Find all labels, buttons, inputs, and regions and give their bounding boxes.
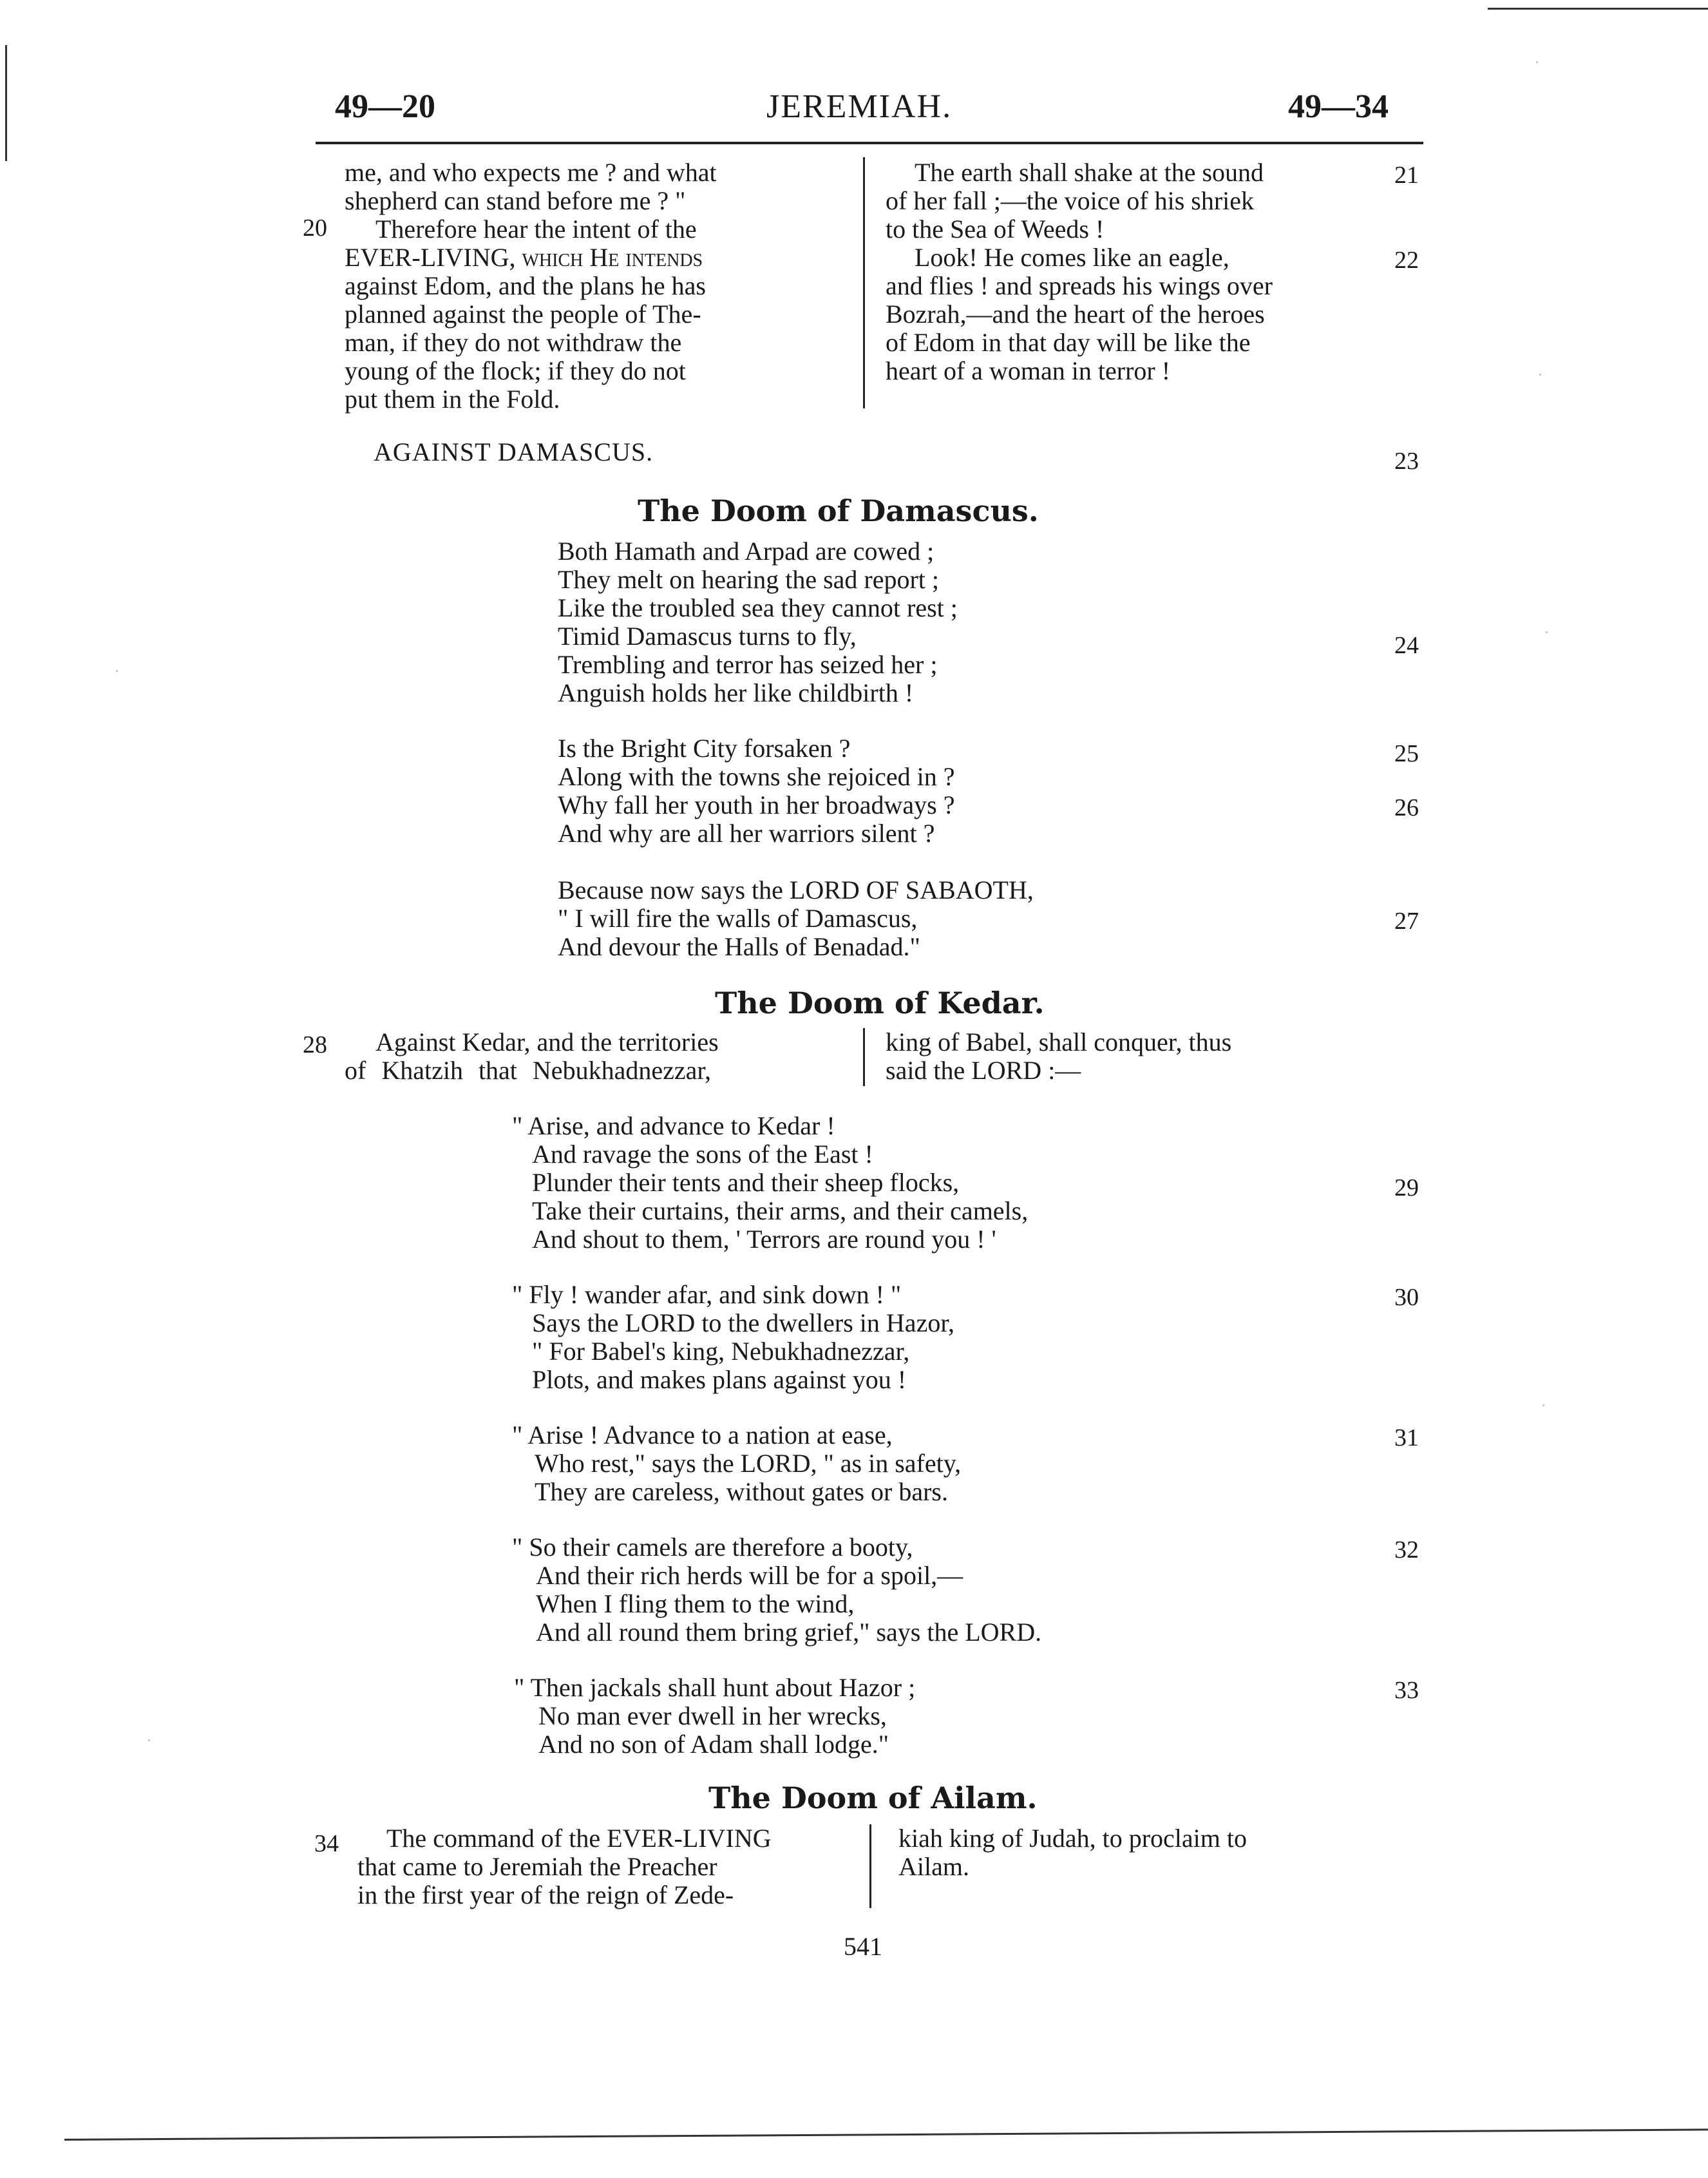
scan-edge-bottom bbox=[64, 2128, 1708, 2141]
verse-number: 34 bbox=[314, 1830, 339, 1857]
edom-left-line: planned against the people of The- bbox=[345, 300, 701, 329]
page-number: 541 bbox=[844, 1932, 882, 1961]
poem-line: Is the Bright City forsaken ? bbox=[558, 734, 851, 763]
scan-speck bbox=[1546, 631, 1548, 633]
verse-number: 31 bbox=[1394, 1424, 1419, 1451]
ailam-left-line: in the first year of the reign of Zede- bbox=[357, 1880, 734, 1909]
ailam-left-line: The command of the EVER-LIVING bbox=[386, 1824, 772, 1853]
column-divider bbox=[863, 1028, 865, 1086]
edom-right-line: Bozrah,—and the heart of the heroes bbox=[886, 300, 1265, 329]
poem-line: Like the troubled sea they cannot rest ; bbox=[558, 593, 958, 622]
poem-line: And ravage the sons of the East ! bbox=[532, 1140, 873, 1169]
verse-number: 23 bbox=[1394, 448, 1419, 475]
poem-line: " For Babel's king, Nebukhadnezzar, bbox=[532, 1337, 910, 1366]
poem-line: They melt on hearing the sad report ; bbox=[558, 565, 940, 594]
edom-right-line: Look! He comes like an eagle, bbox=[915, 243, 1229, 272]
section-label: AGAINST DAMASCUS. bbox=[374, 437, 654, 466]
scan-speck bbox=[116, 670, 118, 672]
edom-right-line: and flies ! and spreads his wings over bbox=[886, 271, 1273, 300]
poem-line: " So their camels are therefore a booty, bbox=[512, 1533, 913, 1562]
verse-number: 28 bbox=[303, 1031, 327, 1058]
poem-line: " Arise ! Advance to a nation at ease, bbox=[512, 1420, 893, 1449]
scan-speck bbox=[1539, 374, 1541, 376]
edom-left-line: against Edom, and the plans he has bbox=[345, 271, 706, 300]
edom-right-line: heart of a woman in terror ! bbox=[886, 356, 1171, 385]
poem-line: Both Hamath and Arpad are cowed ; bbox=[558, 537, 935, 566]
poem-line: Take their curtains, their arms, and their camels, bbox=[532, 1196, 1029, 1225]
verse-number: 29 bbox=[1394, 1174, 1419, 1201]
kedar-right-line: king of Babel, shall conquer, thus bbox=[886, 1027, 1232, 1056]
poem-line: Because now says the LORD OF SABAOTH, bbox=[558, 875, 1034, 904]
poem-line: And their rich herds will be for a spoil,— bbox=[536, 1561, 963, 1590]
poem-line: " Then jackals shall hunt about Hazor ; bbox=[514, 1673, 916, 1702]
edom-left-line: young of the flock; if they do not bbox=[345, 356, 686, 385]
poem-line: Plots, and makes plans against you ! bbox=[532, 1365, 907, 1394]
poem-line: No man ever dwell in her wrecks, bbox=[538, 1701, 887, 1730]
poem-line: And no son of Adam shall lodge." bbox=[538, 1730, 889, 1759]
poem-line: And all round them bring grief," says the LORD. bbox=[536, 1618, 1042, 1647]
verse-number: 32 bbox=[1394, 1536, 1419, 1563]
column-divider bbox=[869, 1824, 871, 1908]
edom-right-line: of Edom in that day will be like the bbox=[886, 328, 1251, 357]
verse-number: 27 bbox=[1394, 908, 1419, 935]
poem-line: Timid Damascus turns to fly, bbox=[558, 622, 857, 651]
poem-line: They are careless, without gates or bars. bbox=[535, 1477, 948, 1506]
scan-edge-left bbox=[5, 45, 7, 161]
verse-number: 21 bbox=[1394, 162, 1419, 189]
header-left-ref: 49—20 bbox=[335, 88, 435, 125]
heading-doom-of-kedar: The Doom of Kedar. bbox=[715, 986, 1045, 1020]
ailam-right-line: Ailam. bbox=[898, 1852, 969, 1881]
verse-number: 24 bbox=[1394, 632, 1419, 659]
edom-left-line: put them in the Fold. bbox=[345, 385, 560, 414]
kedar-left-line: Against Kedar, and the territories bbox=[375, 1027, 719, 1056]
scan-speck bbox=[148, 1739, 150, 1741]
poem-line: Trembling and terror has seized her ; bbox=[558, 650, 938, 679]
poem-line: And devour the Halls of Benadad." bbox=[558, 932, 920, 961]
edom-left-line: me, and who expects me ? and what bbox=[345, 158, 717, 187]
poem-line: Plunder their tents and their sheep flocks, bbox=[532, 1168, 960, 1197]
column-divider bbox=[863, 157, 865, 408]
verse-number: 22 bbox=[1394, 247, 1419, 274]
verse-number: 20 bbox=[303, 215, 327, 242]
poem-line: Anguish holds her like childbirth ! bbox=[558, 678, 914, 707]
edom-left-line: shepherd can stand before me ? " bbox=[345, 186, 686, 215]
poem-line: Says the LORD to the dwellers in Hazor, bbox=[532, 1308, 955, 1337]
edom-left-line: Therefore hear the intent of the bbox=[375, 215, 697, 244]
header-title: JEREMIAH. bbox=[766, 88, 953, 125]
verse-number: 26 bbox=[1394, 794, 1419, 821]
edom-left-line: man, if they do not withdraw the bbox=[345, 328, 682, 357]
scan-edge-top-right bbox=[1488, 8, 1708, 10]
poem-line: Why fall her youth in her broadways ? bbox=[558, 790, 955, 819]
poem-line: And why are all her warriors silent ? bbox=[558, 819, 935, 848]
edom-right-line: of her fall ;—the voice of his shriek bbox=[886, 186, 1255, 215]
poem-line: When I fling them to the wind, bbox=[536, 1589, 855, 1618]
poem-line: Along with the towns she rejoiced in ? bbox=[558, 762, 955, 791]
poem-line: And shout to them, ' Terrors are round you ! ' bbox=[532, 1225, 996, 1254]
header-rule bbox=[316, 142, 1423, 144]
heading-doom-of-ailam: The Doom of Ailam. bbox=[708, 1781, 1038, 1815]
poem-line: " I will fire the walls of Damascus, bbox=[558, 904, 918, 933]
scan-speck bbox=[1542, 1404, 1544, 1406]
kedar-left-line: of Khatzih that Nebukhadnezzar, bbox=[345, 1056, 712, 1085]
ailam-left-line: that came to Jeremiah the Preacher bbox=[357, 1852, 717, 1881]
scan-speck bbox=[1536, 61, 1538, 63]
poem-line: " Fly ! wander afar, and sink down ! " bbox=[512, 1280, 902, 1309]
edom-right-line: The earth shall shake at the sound bbox=[915, 158, 1264, 187]
edom-right-line: to the Sea of Weeds ! bbox=[886, 215, 1105, 244]
ailam-right-line: kiah king of Judah, to proclaim to bbox=[898, 1824, 1248, 1853]
poem-line: " Arise, and advance to Kedar ! bbox=[512, 1111, 835, 1140]
verse-number: 33 bbox=[1394, 1677, 1419, 1704]
heading-doom-of-damascus: The Doom of Damascus. bbox=[638, 493, 1039, 528]
verse-number: 25 bbox=[1394, 740, 1419, 767]
poem-line: Who rest," says the LORD, " as in safety, bbox=[535, 1449, 962, 1478]
edom-left-line: EVER-LIVING, which He intends bbox=[345, 243, 703, 272]
kedar-right-line: said the LORD :— bbox=[886, 1056, 1081, 1085]
header-right-ref: 49—34 bbox=[1288, 88, 1389, 125]
verse-number: 30 bbox=[1394, 1284, 1419, 1311]
